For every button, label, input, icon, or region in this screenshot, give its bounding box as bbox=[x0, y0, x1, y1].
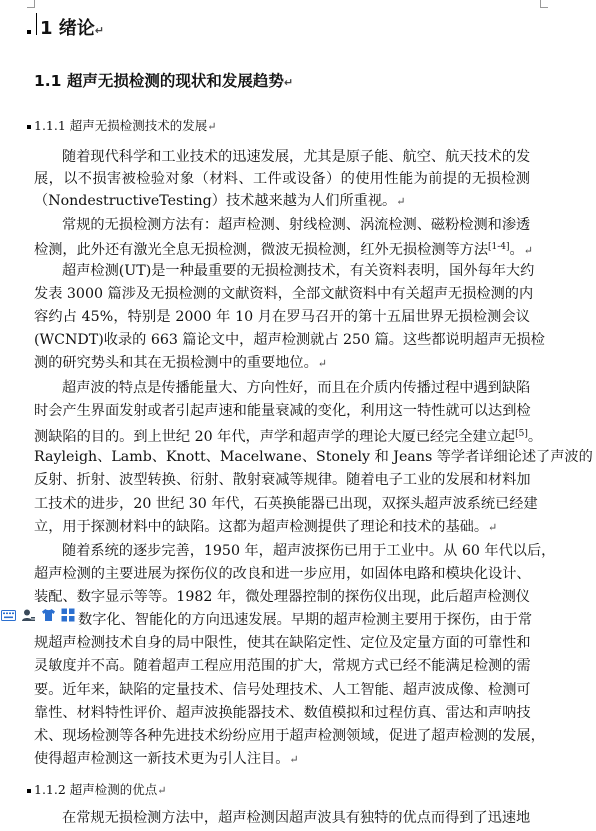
paragraph-line: 装配、数字显示等等。1982 年，微处理器控制的探伤仪出现，此后超声检测仪 bbox=[34, 589, 530, 605]
paragraph-mark: ↵ bbox=[207, 120, 217, 133]
paragraph-line bbox=[34, 352, 327, 375]
paragraph-line: 工技术的进步，20 世纪 30 年代，石英换能器已出现，双探头超声波系统已经建 bbox=[34, 496, 538, 512]
paragraph-mark: ↵ bbox=[317, 357, 327, 370]
paragraph-line: 超声波的特点是传播能量大、方向性好，而且在介质内传播过程中遇到缺陷 bbox=[62, 380, 531, 396]
heading-marker bbox=[27, 789, 31, 793]
paragraph-line bbox=[34, 236, 533, 262]
paragraph-line: 容约占 45%，特别是 2000 年 10 月在罗马召开的第十五届世界无损检测会议 bbox=[34, 309, 530, 325]
paragraph-line: 超声检测的主要进展为探伤仪的改良和进一步应用，如固体电路和模块化设计、 bbox=[34, 566, 531, 582]
paragraph-text: 检测，此外还有激光全息无损检测，微波无损检测，红外无损检测等方法 bbox=[34, 242, 489, 258]
heading-marker bbox=[27, 30, 31, 34]
user-edit-icon[interactable] bbox=[20, 607, 36, 623]
paragraph-line: 超声检测(UT)是一种最重要的无损检测技术，有关资料表明，国外每年大约 bbox=[62, 263, 535, 279]
subsection-heading bbox=[34, 780, 167, 798]
text-cursor bbox=[36, 13, 37, 35]
subsection-heading-text: 1.1.2 超声检测的优点 bbox=[34, 782, 158, 797]
paragraph-line: (WCNDT)收录的 663 篇论文中，超声检测就占 250 篇。这些都说明超声无损检 bbox=[34, 332, 545, 348]
citation[interactable]: [1-4] bbox=[488, 242, 510, 252]
shirt-icon[interactable] bbox=[40, 607, 56, 623]
paragraph-line: 反射、折射、波型转换、衍射、散射衰减等规律。随着电子工业的发展和材料加 bbox=[34, 472, 531, 488]
paragraph-mark: ↵ bbox=[523, 244, 533, 257]
paragraph-line: 随着系统的逐步完善，1950 年，超声波探伤已用于工业中。从 60 年代以后， bbox=[62, 543, 556, 559]
paragraph-text: 使得超声检测这一新技术更为引人注目。 bbox=[34, 751, 290, 767]
paragraph-text: 测缺陷的目的。到上世纪 20 年代，声学和超声学的理论大厦已经完全建立起 bbox=[34, 429, 516, 445]
paragraph-line bbox=[34, 748, 299, 771]
chapter-heading-text: 1 绪论 bbox=[40, 18, 95, 39]
paragraph-line: 展，以不损害被检验对象（材料、工件或设备）的使用性能为前提的无损检测 bbox=[34, 171, 530, 187]
paragraph-text: （NondestructiveTesting）技术越来越为人们所重视。 bbox=[34, 193, 397, 209]
side-toolbar bbox=[0, 607, 76, 623]
section-heading-text: 1.1 超声无损检测的现状和发展趋势 bbox=[34, 72, 284, 90]
citation[interactable]: [5] bbox=[515, 429, 528, 439]
paragraph-line: 术、现场检测等各种先进技术纷纷应用于超声检测领域，促进了超声检测的发展， bbox=[34, 728, 545, 744]
paragraph-line: 规超声检测技术自身的局中限性，使其在缺陷定性、定位及定量方面的可靠性和 bbox=[34, 635, 531, 651]
paragraph-line: 灵敏度并不高。随着超声工程应用范围的扩大，常规方式已经不能满足检测的需 bbox=[34, 658, 531, 674]
crop-mark-top-left bbox=[27, 0, 35, 8]
paragraph-line: 数字化、智能化的方向迅速发展。早期的超声检测主要用于探伤，由于常 bbox=[78, 612, 533, 628]
end-punct: 。 bbox=[509, 242, 524, 258]
crop-mark-top-right bbox=[540, 0, 548, 8]
paragraph-mark: ↵ bbox=[157, 784, 167, 797]
chapter-heading bbox=[40, 14, 104, 40]
heading-marker bbox=[27, 125, 31, 129]
paragraph-mark: ↵ bbox=[396, 195, 406, 208]
paragraph-line: 在常规无损检测方法中，超声检测因超声波具有独特的优点而得到了迅速地 bbox=[62, 810, 531, 826]
subsection-heading-text: 1.1.1 超声无损检测技术的发展 bbox=[34, 118, 208, 133]
paragraph-line: 时会产生界面发射或者引起声速和能量衰减的变化，利用这一特性就可以达到检 bbox=[34, 403, 531, 419]
paragraph-mark: ↵ bbox=[488, 521, 498, 534]
apps-icon[interactable] bbox=[60, 607, 76, 623]
paragraph-text: 立，用于探测材料中的缺陷。这都为超声检测提供了理论和技术的基础。 bbox=[34, 519, 489, 535]
paragraph-line: 靠性、材料特性评价、超声波换能器技术、数值模拟和过程仿真、雷达和声呐技 bbox=[34, 705, 531, 721]
paragraph-line: 常规的无损检测方法有：超声检测、射线检测、涡流检测、磁粉检测和渗透 bbox=[62, 217, 531, 233]
subsection-heading bbox=[34, 116, 217, 134]
paragraph-line bbox=[34, 516, 497, 539]
section-heading bbox=[34, 69, 293, 91]
paragraph-mark: ↵ bbox=[94, 24, 105, 37]
paragraph-line: 要。近年来，缺陷的定量技术、信号处理技术、人工智能、超声波成像、检测可 bbox=[34, 682, 531, 698]
paragraph-line: 发表 3000 篇涉及无损检测的文献资料，全部文献资料中有关超声无损检测的内 bbox=[34, 286, 534, 302]
paragraph-line: 随着现代科学和工业技术的迅速发展，尤其是原子能、航空、航天技术的发 bbox=[62, 149, 531, 165]
paragraph-text: 测的研究势头和其在无损检测中的重要地位。 bbox=[34, 355, 318, 371]
keyboard-icon[interactable] bbox=[0, 607, 16, 623]
paragraph-line bbox=[34, 423, 542, 448]
paragraph-line: Rayleigh、Lamb、Knott、Macelwane、Stonely 和 Jeans 等学者详细论述了声波的 bbox=[34, 449, 593, 465]
paragraph-line bbox=[34, 190, 405, 213]
paragraph-mark: ↵ bbox=[283, 76, 294, 89]
paragraph-mark: ↵ bbox=[289, 753, 299, 766]
end-punct: 。 bbox=[527, 429, 543, 445]
